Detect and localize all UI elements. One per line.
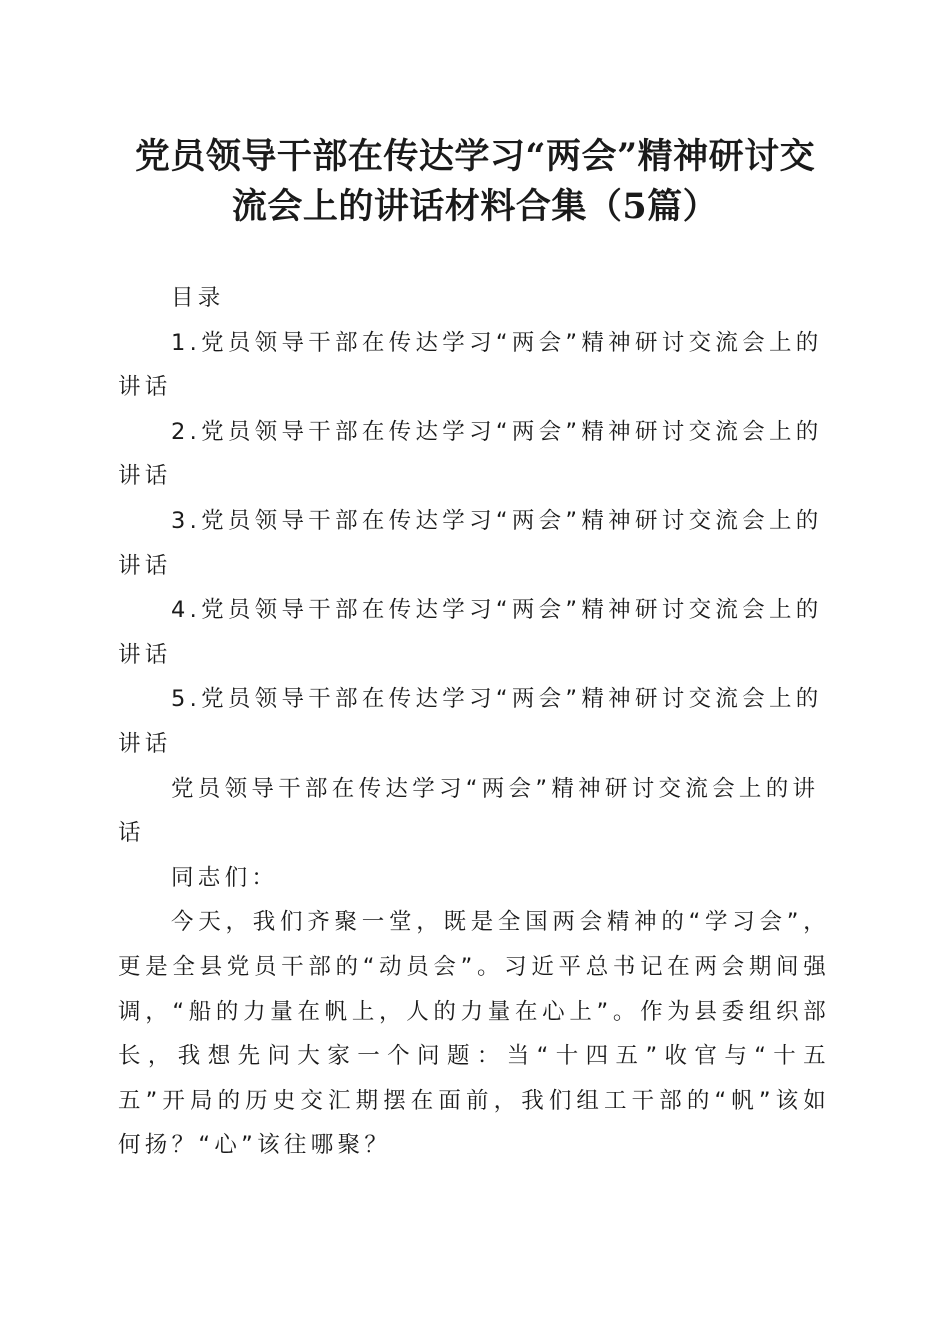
toc-heading: 目录 — [171, 285, 225, 311]
toc-item — [118, 677, 830, 766]
toc-item-text-continued: 讲话 — [118, 552, 172, 579]
section-title — [118, 767, 830, 856]
toc-item — [118, 499, 830, 588]
paragraph-line: 今天，我们齐聚一堂，既是全国两会精神的“学习会”， — [171, 909, 830, 936]
section-title-line-2: 话 — [118, 820, 145, 847]
salutation: 同志们： — [171, 864, 279, 891]
toc-item-text-continued: 讲话 — [118, 730, 172, 757]
document-title-line-1: 党员领导干部在传达学习“两会”精神研讨交 — [134, 136, 816, 177]
paragraph-line: 更是全县党员干部的“动员会”。习近平总书记在两会期间强 — [118, 953, 830, 980]
toc-item-text: 3.党员领导干部在传达学习“两会”精神研讨交流会上的 — [171, 507, 823, 534]
toc-item — [118, 588, 830, 677]
toc-item-text: 2.党员领导干部在传达学习“两会”精神研讨交流会上的 — [171, 418, 823, 445]
document-body — [118, 276, 830, 1168]
document-title — [100, 132, 850, 232]
paragraph-line: 五”开局的历史交汇期摆在面前，我们组工干部的“帆”该如 — [118, 1087, 830, 1114]
toc-item-text: 4.党员领导干部在传达学习“两会”精神研讨交流会上的 — [171, 597, 823, 624]
section-title-line-1: 党员领导干部在传达学习“两会”精神研讨交流会上的讲 — [171, 775, 820, 802]
body-paragraph — [118, 900, 830, 1168]
toc-item — [118, 410, 830, 499]
paragraph-line: 何扬？“心”该往哪聚？ — [118, 1132, 392, 1159]
paragraph-line: 调，“船的力量在帆上，人的力量在心上”。作为县委组织部 — [118, 998, 830, 1025]
toc-item-text-continued: 讲话 — [118, 463, 172, 490]
toc-item-text-continued: 讲话 — [118, 374, 172, 401]
toc-item-text-continued: 讲话 — [118, 641, 172, 668]
toc-item-text: 5.党员领导干部在传达学习“两会”精神研讨交流会上的 — [171, 686, 823, 713]
document-title-line-2: 流会上的讲话材料合集（5篇） — [231, 186, 719, 227]
paragraph-line: 长，我想先问大家一个问题：当“十四五”收官与“十五 — [118, 1043, 830, 1070]
toc-item — [118, 321, 830, 410]
toc-item-text: 1.党员领导干部在传达学习“两会”精神研讨交流会上的 — [171, 329, 823, 356]
